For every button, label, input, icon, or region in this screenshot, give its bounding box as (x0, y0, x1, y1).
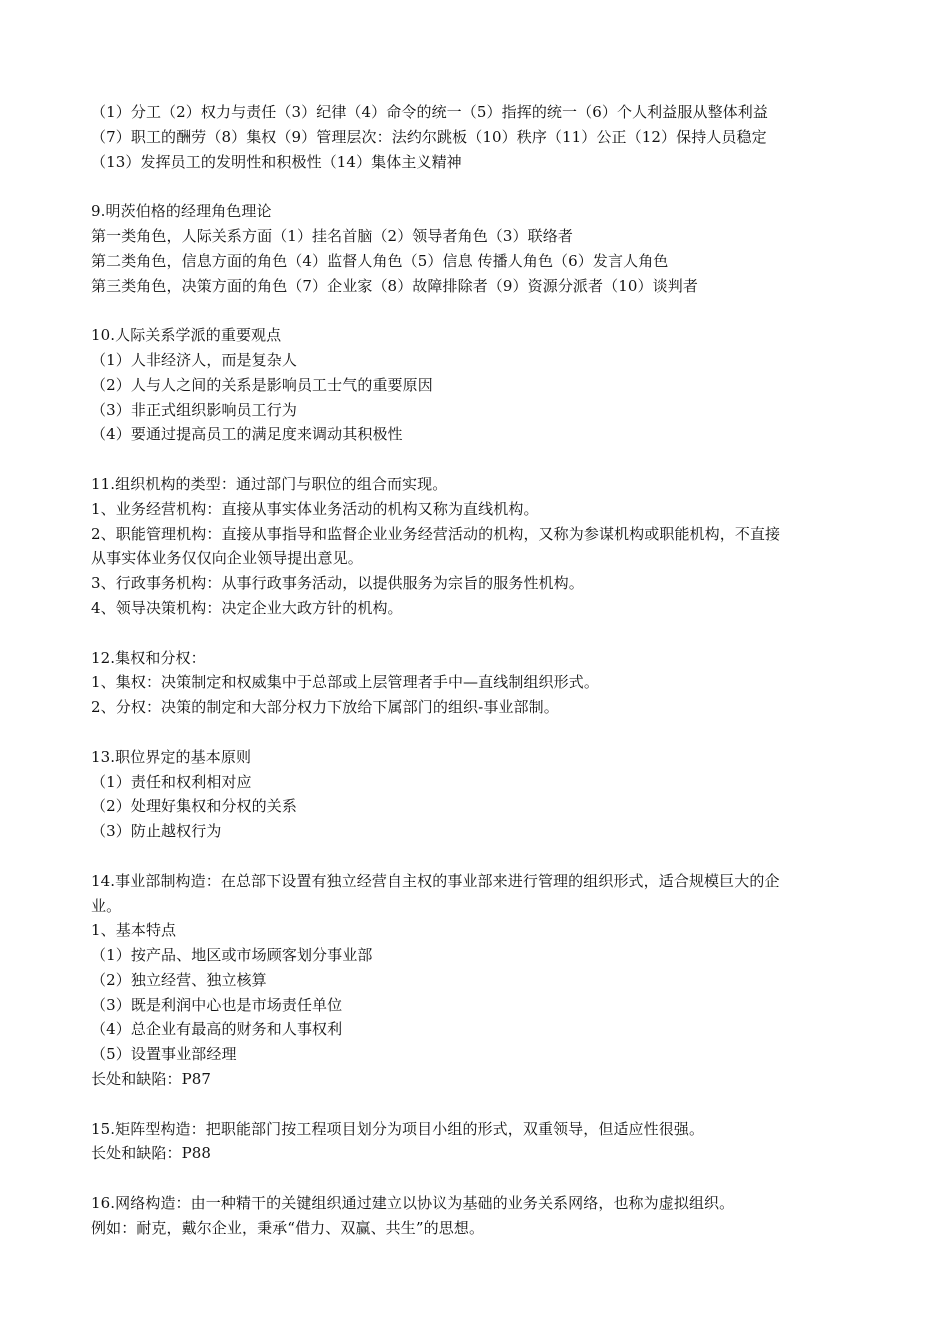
text-section (91, 323, 871, 447)
paragraph-gap (91, 174, 871, 199)
paragraph-gap (91, 844, 871, 869)
section-heading-line: 14.事业部制构造：在总部下设置有独立经营自主权的事业部来进行管理的组织形式，适合规模巨大的企 (91, 871, 780, 890)
paragraph-gap (91, 720, 871, 745)
text-line: 第三类角色，决策方面的角色（7）企业家（8）故障排除者（9）资源分派者（10）谈判者 (91, 276, 698, 295)
text-section (91, 646, 871, 720)
text-line: 第一类角色，人际关系方面（1）挂名首脑（2）领导者角色（3）联络者 (91, 226, 573, 245)
text-line: 1、基本特点 (91, 921, 177, 940)
paragraph-gap (91, 621, 871, 646)
section-heading-line: 13.职位界定的基本原则 (91, 747, 252, 766)
text-line: （4）总企业有最高的财务和人事权利 (91, 1020, 343, 1039)
paragraph-gap (91, 298, 871, 323)
text-section (91, 100, 871, 174)
text-line: 1、集权：决策制定和权威集中于总部或上层管理者手中—直线制组织形式。 (91, 673, 599, 692)
section-heading-line: 10.人际关系学派的重要观点 (91, 326, 282, 345)
section-heading-line: 11.组织机构的类型：通过部门与职位的组合而实现。 (91, 474, 448, 493)
section-heading-line: 16.网络构造：由一种精干的关键组织通过建立以协议为基础的业务关系网络，也称为虚拟组织。 (91, 1194, 735, 1213)
text-line: （3）非正式组织影响员工行为 (91, 400, 297, 419)
text-line: （1）责任和权利相对应 (91, 772, 252, 791)
text-line: （7）职工的酬劳（8）集权（9）管理层次：法约尔跳板（10）秩序（11）公正（12）保持人员稳定 (91, 127, 767, 146)
text-line: （1）按产品、地区或市场顾客划分事业部 (91, 946, 373, 965)
document-body (91, 100, 871, 1241)
text-line: （1）人非经济人，而是复杂人 (91, 350, 297, 369)
text-line: 2、职能管理机构：直接从事指导和监督企业业务经营活动的机构，又称为参谋机构或职能机构，不直接 (91, 524, 781, 543)
paragraph-gap (91, 1092, 871, 1117)
text-line: （13）发挥员工的发明性和积极性（14）集体主义精神 (91, 152, 462, 171)
text-line: 4、领导决策机构：决定企业大政方针的机构。 (91, 598, 403, 617)
text-line: 1、业务经营机构：直接从事实体业务活动的机构又称为直线机构。 (91, 499, 539, 518)
text-line: （3）既是利润中心也是市场责任单位 (91, 995, 343, 1014)
text-line: 2、分权：决策的制定和大部分权力下放给下属部门的组织-事业部制。 (91, 698, 559, 717)
text-section (91, 1191, 871, 1241)
text-line: 业。 (91, 896, 122, 915)
section-heading-line: （1）分工（2）权力与责任（3）纪律（4）命令的统一（5）指挥的统一（6）个人利益服从整体利益 (91, 103, 768, 121)
section-heading-line: 15.矩阵型构造：把职能部门按工程项目划分为项目小组的形式，双重领导，但适应性很强。 (91, 1119, 705, 1138)
text-section (91, 1117, 871, 1167)
text-line: （4）要通过提高员工的满足度来调动其积极性 (91, 425, 403, 444)
text-line: （2）处理好集权和分权的关系 (91, 797, 297, 816)
text-line: （2）独立经营、独立核算 (91, 970, 267, 989)
paragraph-gap (91, 1166, 871, 1191)
paragraph-gap (91, 447, 871, 472)
text-line: 长处和缺陷：P87 (91, 1070, 212, 1089)
section-heading-line: 9.明茨伯格的经理角色理论 (91, 202, 272, 221)
text-section (91, 869, 871, 1092)
text-line: （3）防止越权行为 (91, 822, 222, 841)
text-line: 长处和缺陷：P88 (91, 1144, 212, 1163)
text-line: 例如：耐克，戴尔企业，秉承“借力、双赢、共生”的思想。 (91, 1218, 485, 1237)
text-line: 从事实体业务仅仅向企业领导提出意见。 (91, 549, 363, 568)
section-heading-line: 12.集权和分权： (91, 648, 206, 667)
text-section (91, 472, 871, 621)
text-section (91, 745, 871, 844)
text-line: 第二类角色，信息方面的角色（4）监督人角色（5）信息 传播人角色（6）发言人角色 (91, 251, 669, 270)
text-section (91, 199, 871, 298)
text-line: 3、行政事务机构：从事行政事务活动，以提供服务为宗旨的服务性机构。 (91, 574, 584, 593)
text-line: （5）设置事业部经理 (91, 1045, 237, 1064)
text-line: （2）人与人之间的关系是影响员工士气的重要原因 (91, 375, 433, 394)
